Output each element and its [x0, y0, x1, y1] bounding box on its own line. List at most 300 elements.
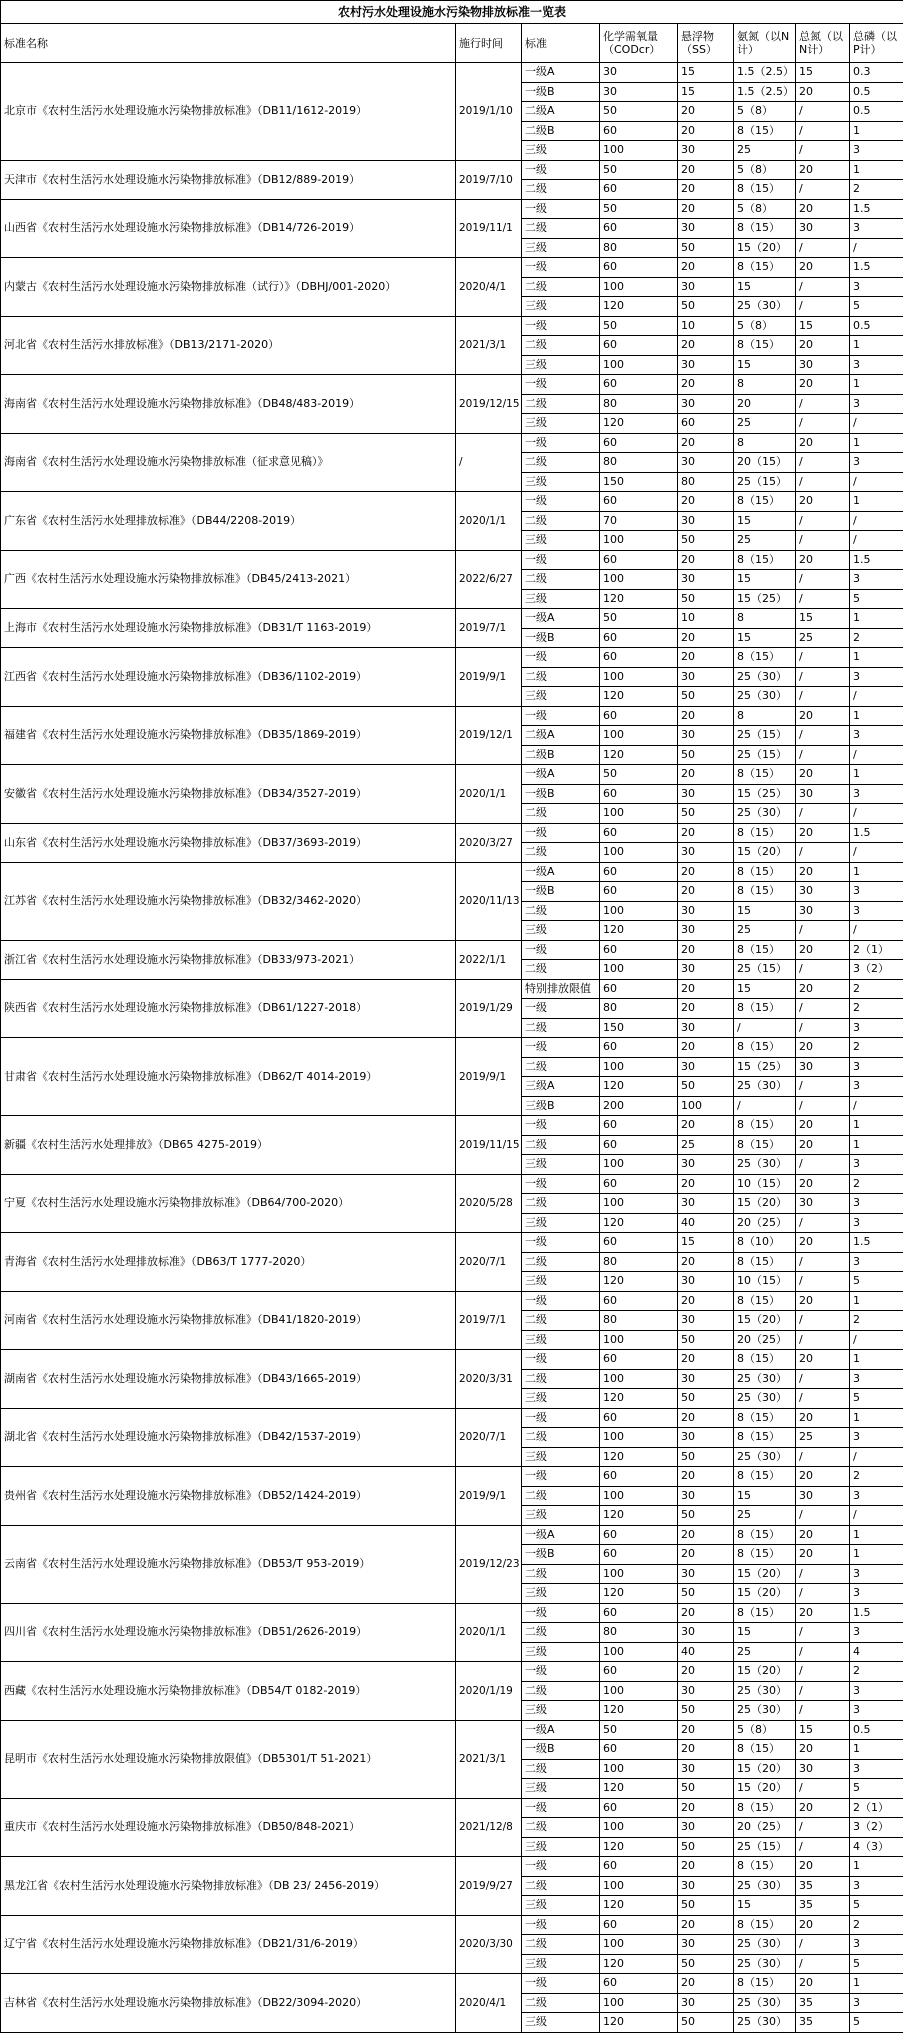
codcr-cell: 60 — [600, 1291, 678, 1311]
grade-cell: 二级 — [522, 1759, 600, 1779]
ss-cell: 30 — [678, 1759, 734, 1779]
effective-date-cell: 2020/1/1 — [456, 765, 522, 824]
codcr-cell: 120 — [600, 414, 678, 434]
total-n-cell: 25 — [796, 628, 850, 648]
codcr-cell: 100 — [600, 843, 678, 863]
grade-cell: 一级 — [522, 375, 600, 395]
grade-cell: 三级 — [522, 921, 600, 941]
ss-cell: 20 — [678, 765, 734, 785]
total-p-cell: / — [850, 1506, 903, 1526]
ss-cell: 20 — [678, 706, 734, 726]
grade-cell: 三级 — [522, 1389, 600, 1409]
table-body — [1, 63, 903, 2033]
ss-cell: 80 — [678, 472, 734, 492]
standard-name-cell: 江苏省《农村生活污水处理设施水污染物排放标准》（DB32/3462-2020） — [1, 862, 456, 940]
total-p-cell: 3 — [850, 1701, 903, 1721]
grade-cell: 一级 — [522, 199, 600, 219]
table-row — [1, 765, 903, 785]
ammonia-cell: 8（15） — [734, 1525, 796, 1545]
ammonia-cell: 8（15） — [734, 1974, 796, 1994]
codcr-cell: 60 — [600, 882, 678, 902]
total-p-cell: 3 — [850, 1428, 903, 1448]
total-n-cell: 20 — [796, 433, 850, 453]
total-p-cell: 3 — [850, 784, 903, 804]
ammonia-cell: 25 — [734, 414, 796, 434]
ss-cell: 30 — [678, 784, 734, 804]
total-n-cell: 35 — [796, 1993, 850, 2013]
header-standard-name: 标准名称 — [1, 24, 456, 63]
codcr-cell: 80 — [600, 238, 678, 258]
total-n-cell: / — [796, 1584, 850, 1604]
codcr-cell: 120 — [600, 745, 678, 765]
table-row — [1, 1974, 903, 1994]
ammonia-cell: 8 — [734, 609, 796, 629]
grade-cell: 三级 — [522, 355, 600, 375]
grade-cell: 一级 — [522, 1233, 600, 1253]
ss-cell: 30 — [678, 1623, 734, 1643]
codcr-cell: 60 — [600, 1857, 678, 1877]
total-p-cell: 3 — [850, 141, 903, 161]
grade-cell: 一级B — [522, 784, 600, 804]
ss-cell: 20 — [678, 1116, 734, 1136]
ammonia-cell: 15（20） — [734, 1194, 796, 1214]
ammonia-cell: 20（15） — [734, 453, 796, 473]
ammonia-cell: 20（25） — [734, 1213, 796, 1233]
total-n-cell: 20 — [796, 550, 850, 570]
table-row — [1, 1233, 903, 1253]
table-row — [1, 1116, 903, 1136]
grade-cell: 二级 — [522, 1993, 600, 2013]
ss-cell: 40 — [678, 1642, 734, 1662]
ss-cell: 20 — [678, 823, 734, 843]
codcr-cell: 50 — [600, 1720, 678, 1740]
ammonia-cell: 8（15） — [734, 1135, 796, 1155]
ammonia-cell: 1.5（2.5） — [734, 63, 796, 83]
total-n-cell: 20 — [796, 940, 850, 960]
codcr-cell: 50 — [600, 609, 678, 629]
grade-cell: 一级 — [522, 940, 600, 960]
ss-cell: 20 — [678, 102, 734, 122]
ss-cell: 50 — [678, 804, 734, 824]
total-p-cell: 1 — [850, 1974, 903, 1994]
total-p-cell: / — [850, 1096, 903, 1116]
total-n-cell: 20 — [796, 1116, 850, 1136]
ss-cell: 15 — [678, 1233, 734, 1253]
total-p-cell: 3 — [850, 1486, 903, 1506]
codcr-cell: 100 — [600, 531, 678, 551]
ammonia-cell: 5（8） — [734, 316, 796, 336]
ss-cell: 20 — [678, 1467, 734, 1487]
ss-cell: 30 — [678, 511, 734, 531]
total-n-cell: 35 — [796, 1876, 850, 1896]
ss-cell: 30 — [678, 960, 734, 980]
total-n-cell: 20 — [796, 1974, 850, 1994]
grade-cell: 三级 — [522, 1779, 600, 1799]
total-p-cell: 3 — [850, 570, 903, 590]
effective-date-cell: 2020/5/28 — [456, 1174, 522, 1233]
codcr-cell: 150 — [600, 1018, 678, 1038]
total-n-cell: 20 — [796, 199, 850, 219]
effective-date-cell: 2022/1/1 — [456, 940, 522, 979]
standard-name-cell: 安徽省《农村生活污水处理设施水污染物排放标准》（DB34/3527-2019） — [1, 765, 456, 824]
ss-cell: 20 — [678, 375, 734, 395]
total-n-cell: / — [796, 1213, 850, 1233]
total-n-cell: / — [796, 804, 850, 824]
total-p-cell: 2 — [850, 1915, 903, 1935]
codcr-cell: 60 — [600, 706, 678, 726]
codcr-cell: 60 — [600, 1915, 678, 1935]
ammonia-cell: 20（25） — [734, 1330, 796, 1350]
ammonia-cell: 25（15） — [734, 726, 796, 746]
grade-cell: 二级 — [522, 1876, 600, 1896]
table-row — [1, 160, 903, 180]
total-n-cell: 30 — [796, 1759, 850, 1779]
total-n-cell: 20 — [796, 1038, 850, 1058]
header-ammonia-nitrogen: 氨氮（以N计） — [734, 24, 796, 63]
codcr-cell: 120 — [600, 1837, 678, 1857]
total-p-cell: 3 — [850, 1564, 903, 1584]
total-n-cell: 20 — [796, 1915, 850, 1935]
grade-cell: 三级 — [522, 1837, 600, 1857]
standard-name-cell: 昆明市《农村生活污水处理设施水污染物排放限值》（DB5301/T 51-2021） — [1, 1720, 456, 1798]
total-p-cell: 1 — [850, 375, 903, 395]
grade-cell: 一级 — [522, 1915, 600, 1935]
total-p-cell: 1 — [850, 433, 903, 453]
standard-name-cell: 吉林省《农村生活污水处理设施水污染物排放标准》（DB22/3094-2020） — [1, 1974, 456, 2033]
codcr-cell: 120 — [600, 297, 678, 317]
effective-date-cell: 2020/4/1 — [456, 258, 522, 317]
total-p-cell: / — [850, 687, 903, 707]
ammonia-cell: 8（10） — [734, 1233, 796, 1253]
total-n-cell: / — [796, 1818, 850, 1838]
grade-cell: 一级 — [522, 1662, 600, 1682]
effective-date-cell: 2020/4/1 — [456, 1974, 522, 2033]
ammonia-cell: 5（8） — [734, 199, 796, 219]
ammonia-cell: 25（30） — [734, 1389, 796, 1409]
total-p-cell: 1 — [850, 609, 903, 629]
total-p-cell: 3 — [850, 394, 903, 414]
codcr-cell: 120 — [600, 1779, 678, 1799]
total-p-cell: 3（2） — [850, 960, 903, 980]
ammonia-cell: 15 — [734, 511, 796, 531]
ammonia-cell: 25（30） — [734, 1935, 796, 1955]
standard-name-cell: 内蒙古《农村生活污水处理设施水污染物排放标准（试行）》（DBHJ/001-2020） — [1, 258, 456, 317]
table-row — [1, 1467, 903, 1487]
total-p-cell: 3 — [850, 1876, 903, 1896]
codcr-cell: 100 — [600, 1935, 678, 1955]
total-p-cell: 3 — [850, 1252, 903, 1272]
total-p-cell: 2 — [850, 979, 903, 999]
grade-cell: 三级 — [522, 238, 600, 258]
grade-cell: 一级 — [522, 1408, 600, 1428]
effective-date-cell: 2019/12/15 — [456, 375, 522, 434]
total-p-cell: 1 — [850, 160, 903, 180]
total-p-cell: 1 — [850, 1350, 903, 1370]
standard-name-cell: 云南省《农村生活污水处理设施水污染物排放标准》（DB53/T 953-2019） — [1, 1525, 456, 1603]
grade-cell: 一级 — [522, 550, 600, 570]
grade-cell: 二级 — [522, 180, 600, 200]
codcr-cell: 50 — [600, 199, 678, 219]
total-n-cell: / — [796, 1155, 850, 1175]
ammonia-cell: 5（8） — [734, 160, 796, 180]
ss-cell: 20 — [678, 979, 734, 999]
codcr-cell: 60 — [600, 492, 678, 512]
ammonia-cell: 15（20） — [734, 238, 796, 258]
total-p-cell: 3 — [850, 1623, 903, 1643]
grade-cell: 一级 — [522, 160, 600, 180]
codcr-cell: 60 — [600, 219, 678, 239]
grade-cell: 二级 — [522, 1681, 600, 1701]
ammonia-cell: 25（30） — [734, 687, 796, 707]
effective-date-cell: 2020/11/13 — [456, 862, 522, 940]
ammonia-cell: 25（30） — [734, 297, 796, 317]
codcr-cell: 50 — [600, 765, 678, 785]
total-n-cell: / — [796, 667, 850, 687]
total-n-cell: / — [796, 531, 850, 551]
grade-cell: 一级A — [522, 1720, 600, 1740]
grade-cell: 二级 — [522, 219, 600, 239]
grade-cell: 一级 — [522, 1291, 600, 1311]
total-p-cell: 3 — [850, 1155, 903, 1175]
codcr-cell: 30 — [600, 63, 678, 83]
total-n-cell: 20 — [796, 1525, 850, 1545]
header-ss: 悬浮物（SS） — [678, 24, 734, 63]
ammonia-cell: 25（15） — [734, 472, 796, 492]
grade-cell: 三级 — [522, 1642, 600, 1662]
total-p-cell: 2（1） — [850, 1798, 903, 1818]
ss-cell: 30 — [678, 1818, 734, 1838]
ammonia-cell: 8（15） — [734, 1038, 796, 1058]
total-p-cell: 5 — [850, 1389, 903, 1409]
total-n-cell: / — [796, 1954, 850, 1974]
effective-date-cell: 2020/1/1 — [456, 1603, 522, 1662]
table-row — [1, 1038, 903, 1058]
standard-name-cell: 甘肃省《农村生活污水处理设施水污染物排放标准》（DB62/T 4014-2019） — [1, 1038, 456, 1116]
total-n-cell: / — [796, 921, 850, 941]
ammonia-cell: 25（15） — [734, 960, 796, 980]
codcr-cell: 50 — [600, 160, 678, 180]
codcr-cell: 120 — [600, 1447, 678, 1467]
codcr-cell: 100 — [600, 1876, 678, 1896]
ss-cell: 20 — [678, 1525, 734, 1545]
ss-cell: 20 — [678, 492, 734, 512]
grade-cell: 一级A — [522, 63, 600, 83]
codcr-cell: 60 — [600, 180, 678, 200]
table-title: 农村污水处理设施水污染物排放标准一览表 — [1, 1, 903, 24]
ammonia-cell: 8（15） — [734, 1116, 796, 1136]
total-n-cell: 20 — [796, 1233, 850, 1253]
table-row — [1, 199, 903, 219]
total-n-cell: / — [796, 1096, 850, 1116]
ss-cell: 30 — [678, 1486, 734, 1506]
ammonia-cell: 8（15） — [734, 999, 796, 1019]
table-row — [1, 1662, 903, 1682]
ammonia-cell: 25（30） — [734, 667, 796, 687]
grade-cell: 一级 — [522, 1174, 600, 1194]
codcr-cell: 60 — [600, 1116, 678, 1136]
codcr-cell: 120 — [600, 1272, 678, 1292]
grade-cell: 二级 — [522, 394, 600, 414]
total-p-cell: 0.5 — [850, 316, 903, 336]
ammonia-cell: 25 — [734, 921, 796, 941]
grade-cell: 三级B — [522, 1096, 600, 1116]
codcr-cell: 100 — [600, 1057, 678, 1077]
total-p-cell: 3 — [850, 1759, 903, 1779]
grade-cell: 三级 — [522, 1701, 600, 1721]
table-row — [1, 258, 903, 278]
ammonia-cell: 15 — [734, 1486, 796, 1506]
total-p-cell: 0.3 — [850, 63, 903, 83]
ss-cell: 20 — [678, 1662, 734, 1682]
ammonia-cell: 15 — [734, 901, 796, 921]
total-n-cell: / — [796, 1311, 850, 1331]
total-n-cell: 20 — [796, 82, 850, 102]
ss-cell: 30 — [678, 355, 734, 375]
grade-cell: 三级 — [522, 531, 600, 551]
total-p-cell: 1 — [850, 1135, 903, 1155]
ammonia-cell: 5（8） — [734, 102, 796, 122]
grade-cell: 二级 — [522, 843, 600, 863]
ammonia-cell: 15（20） — [734, 1584, 796, 1604]
ss-cell: 50 — [678, 1389, 734, 1409]
grade-cell: 二级 — [522, 1623, 600, 1643]
ammonia-cell: 1.5（2.5） — [734, 82, 796, 102]
total-p-cell: 1.5 — [850, 1603, 903, 1623]
codcr-cell: 100 — [600, 1369, 678, 1389]
total-n-cell: / — [796, 297, 850, 317]
ss-cell: 30 — [678, 1993, 734, 2013]
total-n-cell: / — [796, 1681, 850, 1701]
ss-cell: 30 — [678, 1311, 734, 1331]
ss-cell: 20 — [678, 1915, 734, 1935]
total-p-cell: 2 — [850, 999, 903, 1019]
ammonia-cell: 8 — [734, 433, 796, 453]
grade-cell: 一级 — [522, 1603, 600, 1623]
ammonia-cell: 5（8） — [734, 1720, 796, 1740]
standard-name-cell: 江西省《农村生活污水处理设施水污染物排放标准》（DB36/1102-2019） — [1, 648, 456, 707]
grade-cell: 二级 — [522, 1311, 600, 1331]
grade-cell: 一级A — [522, 609, 600, 629]
codcr-cell: 80 — [600, 1311, 678, 1331]
grade-cell: 一级 — [522, 1798, 600, 1818]
effective-date-cell: 2020/3/31 — [456, 1350, 522, 1409]
table-row — [1, 492, 903, 512]
total-p-cell: 5 — [850, 1779, 903, 1799]
ammonia-cell: 8（15） — [734, 1350, 796, 1370]
ss-cell: 20 — [678, 1974, 734, 1994]
total-n-cell: / — [796, 589, 850, 609]
ss-cell: 30 — [678, 843, 734, 863]
codcr-cell: 60 — [600, 862, 678, 882]
total-p-cell: 1 — [850, 862, 903, 882]
ammonia-cell: 8（15） — [734, 180, 796, 200]
total-n-cell: 30 — [796, 1194, 850, 1214]
standard-name-cell: 黑龙江省《农村生活污水处理设施水污染物排放标准》（DB 23/ 2456-2019） — [1, 1857, 456, 1916]
total-p-cell: 3 — [850, 277, 903, 297]
codcr-cell: 60 — [600, 1467, 678, 1487]
total-n-cell: / — [796, 1369, 850, 1389]
effective-date-cell: 2020/3/27 — [456, 823, 522, 862]
total-p-cell: 3 — [850, 1369, 903, 1389]
ammonia-cell: 8（15） — [734, 1252, 796, 1272]
codcr-cell: 100 — [600, 1564, 678, 1584]
ss-cell: 50 — [678, 1896, 734, 1916]
total-n-cell: / — [796, 960, 850, 980]
table-row — [1, 433, 903, 453]
ss-cell: 50 — [678, 297, 734, 317]
ss-cell: 30 — [678, 901, 734, 921]
total-n-cell: / — [796, 570, 850, 590]
total-p-cell: 3 — [850, 219, 903, 239]
ammonia-cell: 8（15） — [734, 823, 796, 843]
total-p-cell: 2 — [850, 1467, 903, 1487]
total-n-cell: / — [796, 1935, 850, 1955]
total-p-cell: 3 — [850, 1213, 903, 1233]
total-p-cell: 3 — [850, 1993, 903, 2013]
ss-cell: 20 — [678, 940, 734, 960]
grade-cell: 三级 — [522, 1896, 600, 1916]
standard-name-cell: 新疆《农村生活污水处理排放》（DB65 4275-2019） — [1, 1116, 456, 1175]
ss-cell: 50 — [678, 1077, 734, 1097]
grade-cell: 三级 — [522, 2013, 600, 2033]
total-p-cell: 5 — [850, 1954, 903, 1974]
total-n-cell: 30 — [796, 784, 850, 804]
codcr-cell: 100 — [600, 1993, 678, 2013]
total-n-cell: 20 — [796, 1408, 850, 1428]
standard-name-cell: 山东省《农村生活污水处理设施水污染物排放标准》（DB37/3693-2019） — [1, 823, 456, 862]
total-p-cell: 3 — [850, 882, 903, 902]
total-p-cell: 5 — [850, 1896, 903, 1916]
grade-cell: 二级 — [522, 336, 600, 356]
ss-cell: 50 — [678, 1584, 734, 1604]
total-n-cell: 20 — [796, 160, 850, 180]
codcr-cell: 60 — [600, 784, 678, 804]
standard-name-cell: 北京市《农村生活污水处理设施水污染物排放标准》（DB11/1612-2019） — [1, 63, 456, 161]
total-n-cell: 20 — [796, 1135, 850, 1155]
total-n-cell: / — [796, 1779, 850, 1799]
ammonia-cell: / — [734, 1096, 796, 1116]
total-p-cell: 3 — [850, 1584, 903, 1604]
ammonia-cell: 15（25） — [734, 1057, 796, 1077]
ammonia-cell: 15 — [734, 979, 796, 999]
total-n-cell: 35 — [796, 2013, 850, 2033]
table-row — [1, 1720, 903, 1740]
grade-cell: 二级 — [522, 1369, 600, 1389]
grade-cell: 一级 — [522, 1350, 600, 1370]
total-n-cell: / — [796, 1623, 850, 1643]
ammonia-cell: 8（15） — [734, 1428, 796, 1448]
table-row — [1, 1857, 903, 1877]
ss-cell: 20 — [678, 1798, 734, 1818]
ss-cell: 30 — [678, 1155, 734, 1175]
standard-name-cell: 重庆市《农村生活污水处理设施水污染物排放标准》（DB50/848-2021） — [1, 1798, 456, 1857]
codcr-cell: 100 — [600, 1642, 678, 1662]
total-n-cell: / — [796, 1330, 850, 1350]
total-p-cell: 1.5 — [850, 550, 903, 570]
grade-cell: 二级 — [522, 804, 600, 824]
ammonia-cell: 15（25） — [734, 784, 796, 804]
ss-cell: 50 — [678, 531, 734, 551]
standard-name-cell: 陕西省《农村生活污水处理设施水污染物排放标准》（DB61/1227-2018） — [1, 979, 456, 1038]
total-n-cell: / — [796, 511, 850, 531]
total-n-cell: 30 — [796, 1486, 850, 1506]
standard-name-cell: 湖北省《农村生活污水处理设施水污染物排放标准》（DB42/1537-2019） — [1, 1408, 456, 1467]
grade-cell: 二级 — [522, 901, 600, 921]
header-effective-date: 施行时间 — [456, 24, 522, 63]
standard-name-cell: 广西《农村生活污水处理设施水污染物排放标准》（DB45/2413-2021） — [1, 550, 456, 609]
total-n-cell: 20 — [796, 336, 850, 356]
total-n-cell: 20 — [796, 706, 850, 726]
